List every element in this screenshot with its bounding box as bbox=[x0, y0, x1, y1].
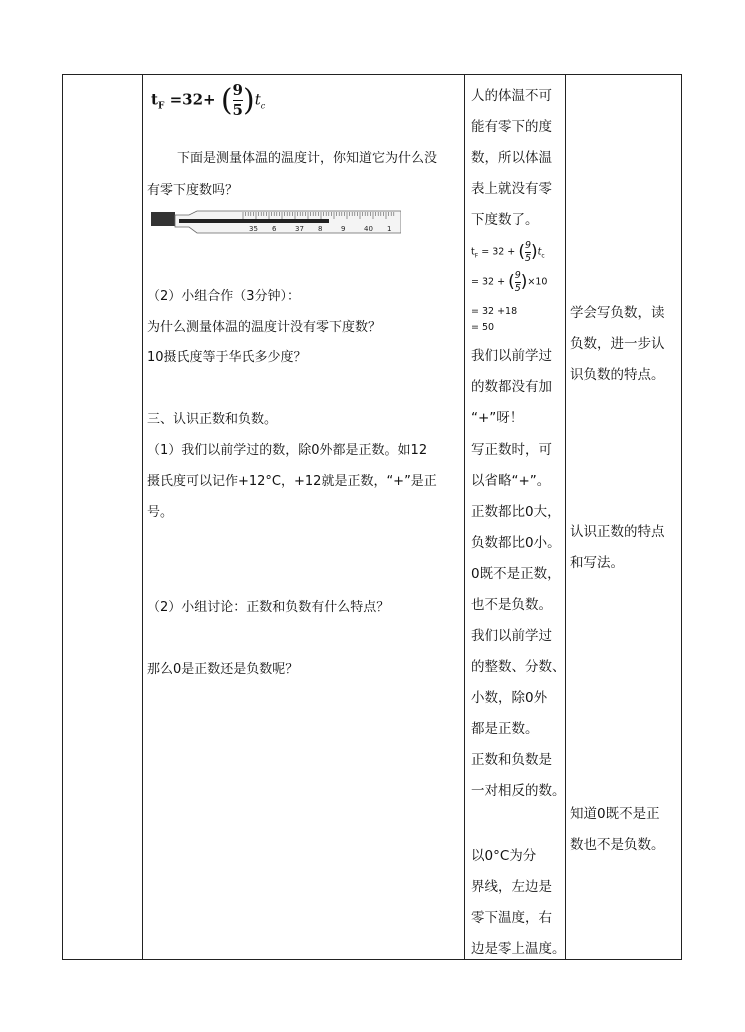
text-line: 边是零上温度。 bbox=[471, 941, 566, 957]
paragraph-line: 摄氏度可以记作+12°C，+12就是正数，“+”是正 bbox=[147, 474, 437, 489]
text-line: 正数和负数是 bbox=[471, 752, 552, 768]
text-line: 我们以前学过 bbox=[471, 628, 552, 644]
thermometer-tick-label: 40 bbox=[364, 225, 373, 233]
text-line: 0既不是正数， bbox=[471, 566, 561, 582]
text-line: 负数，进一步认 bbox=[570, 336, 665, 352]
text-line: 和写法。 bbox=[570, 555, 624, 571]
text-line: 数，所以体温 bbox=[471, 150, 552, 166]
text-line: 数也不是负数。 bbox=[570, 837, 665, 853]
text-line: 人的体温不可 bbox=[471, 88, 552, 104]
text-line: 界线，左边是 bbox=[471, 879, 552, 895]
question-line: 那么0是正数还是负数呢？ bbox=[147, 662, 299, 677]
paragraph-line: 有零下度数吗？ bbox=[147, 183, 239, 198]
text-line: 表上就没有零 bbox=[471, 181, 552, 197]
text-line: 的数都没有加 bbox=[471, 379, 552, 395]
thermometer-tick-label: 1 bbox=[387, 225, 392, 233]
text-line: 零下温度，右 bbox=[471, 910, 552, 926]
text-line: 的整数、分数、 bbox=[471, 659, 566, 675]
design-intent-cell bbox=[566, 75, 682, 959]
text-line: 也不是负数。 bbox=[471, 597, 552, 613]
text-line: 一对相反的数。 bbox=[471, 783, 566, 799]
text-line: 认识正数的特点 bbox=[570, 524, 665, 540]
text-line: 小数，除0外 bbox=[471, 690, 548, 706]
text-line: 下度数了。 bbox=[471, 212, 539, 228]
text-line: 识负数的特点。 bbox=[570, 367, 665, 383]
thermometer-tick-label: 8 bbox=[318, 225, 323, 233]
paragraph-line: 号。 bbox=[147, 505, 174, 520]
text-line: 以省略“+”。 bbox=[471, 473, 551, 489]
group-task-title: （2）小组合作（3分钟）： bbox=[147, 289, 301, 304]
text-line: 能有零下的度 bbox=[471, 119, 552, 135]
text-line: “+”呀！ bbox=[471, 410, 524, 426]
question-line: 10摄氏度等于华氏多少度？ bbox=[147, 350, 307, 365]
paragraph-line: （1）我们以前学过的数，除0外都是正数。如12 bbox=[147, 443, 428, 458]
thermometer-tick-label: 37 bbox=[295, 225, 304, 233]
text-line: 以0°C为分 bbox=[471, 848, 537, 864]
lesson-table bbox=[62, 74, 682, 960]
paragraph-line: 下面是测量体温的温度计，你知道它为什么没 bbox=[177, 151, 438, 166]
teaching-content-cell bbox=[143, 75, 463, 959]
thermometer-tick-label: 6 bbox=[272, 225, 277, 233]
calc-line: $t_F = 32$ + ( $\frac{9}{5}$ )$t_c$ bbox=[471, 240, 545, 264]
thermometer-tick-label: 35 bbox=[249, 225, 258, 233]
question-line: 为什么测量体温的温度计没有零下度数？ bbox=[147, 320, 382, 335]
text-line: 写正数时，可 bbox=[471, 442, 552, 458]
calc-line: = 32 + ( $\frac{9}{5}$ )×10 bbox=[471, 270, 548, 294]
text-line: 都是正数。 bbox=[471, 721, 539, 737]
thermometer-image bbox=[151, 209, 401, 235]
section-title: 三、认识正数和负数。 bbox=[147, 412, 278, 427]
calc-line: = 50 bbox=[471, 322, 495, 333]
question-line: （2）小组讨论：正数和负数有什么特点？ bbox=[147, 600, 390, 615]
text-line: 学会写负数，读 bbox=[570, 305, 665, 321]
text-line: 我们以前学过 bbox=[471, 348, 552, 364]
text-line: 正数都比0大， bbox=[471, 504, 561, 520]
text-line: 负数都比0小。 bbox=[471, 535, 561, 551]
thermometer-tick-label: 9 bbox=[341, 225, 346, 233]
text-line: 知道0既不是正 bbox=[570, 806, 660, 822]
student-activity-cell bbox=[465, 75, 566, 959]
calc-line: = 32 +18 bbox=[471, 306, 518, 317]
fahrenheit-formula: $t_F =32+$ ( $\frac{9}{5}$ )$t_c$ bbox=[151, 81, 266, 119]
